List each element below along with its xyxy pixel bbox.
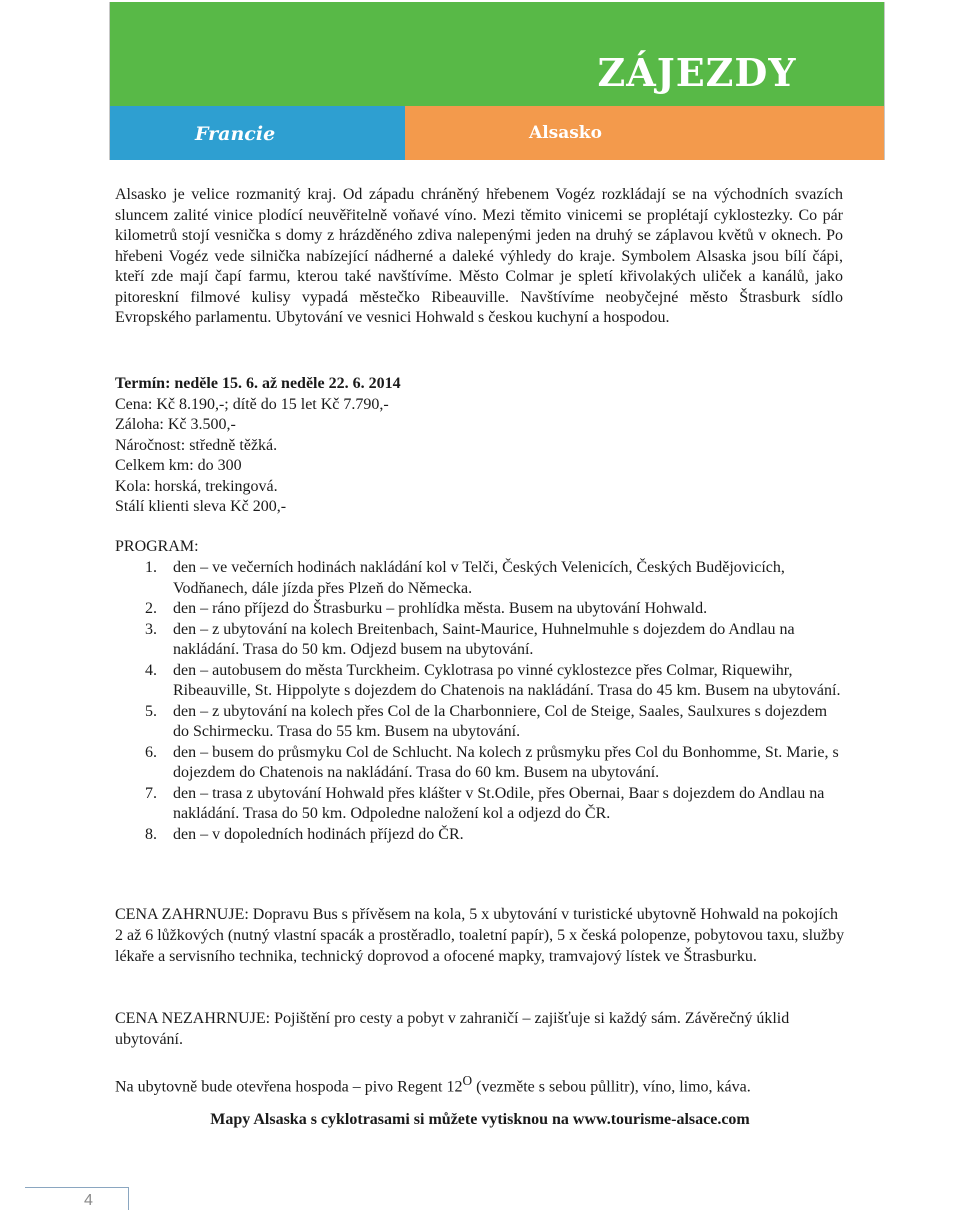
program-item bbox=[115, 558, 843, 599]
program-item-text: den – v dopoledních hodinách příjezd do ČR. bbox=[173, 825, 464, 843]
page-number: 4 bbox=[84, 1192, 93, 1209]
program-item-number: 8. bbox=[145, 825, 157, 843]
trip-distance: Celkem km: do 300 bbox=[115, 457, 242, 474]
program-item-text: den – ráno příjezd do Štrasburku – prohlídka města. Busem na ubytování Hohwald. bbox=[173, 600, 708, 617]
program-item-text: den – busem do průsmyku Col de Schlucht. Na kolech z průsmyku přes Col du Bonhomme, St. Marie, s dojezdem do Chatenois na nakládání. Trasa do 60 km. Busem na ubytování. bbox=[173, 743, 839, 781]
banner-orange-band bbox=[405, 106, 884, 160]
program-item-text: den – autobusem do města Turckheim. Cyklotrasa po vinné cyklostezce přes Colmar, Riquewihr, Ribeauville, St. Hippolyte s dojezdem do Chatenois na nakládání. Trasa do 45 km. Busem na ubytování. bbox=[173, 661, 841, 699]
trip-deposit: Záloha: Kč 3.500,- bbox=[115, 416, 236, 433]
hospoda-note-rest: (vezměte s sebou půllitr), víno, limo, káva. bbox=[472, 1078, 751, 1096]
program-heading: PROGRAM: bbox=[115, 538, 199, 555]
program-item bbox=[115, 702, 843, 743]
maps-note: Mapy Alsaska s cyklotrasami si můžete vytisknou na www.tourisme-alsace.com bbox=[210, 1111, 750, 1128]
program-item-number: 5. bbox=[145, 702, 157, 720]
banner-region-label: Alsasko bbox=[529, 123, 602, 143]
program-list bbox=[115, 558, 843, 845]
hospoda-note-degree: O bbox=[462, 1073, 473, 1088]
program-item bbox=[115, 784, 843, 825]
program-item-text: den – z ubytování na kolech přes Col de la Charbonniere, Col de Steige, Saales, Saulxures s dojezdem do Schirmecku. Trasa do 55 km. Busem na ubytování. bbox=[173, 702, 828, 740]
banner-country-label: Francie bbox=[195, 123, 276, 145]
program-item-number: 7. bbox=[145, 784, 157, 802]
program-item-number: 1. bbox=[145, 559, 157, 576]
hospoda-note bbox=[115, 1070, 845, 1097]
trip-difficulty: Náročnost: středně těžká. bbox=[115, 436, 278, 454]
program-item-number: 6. bbox=[145, 743, 157, 761]
trip-bike: Kola: horská, trekingová. bbox=[115, 477, 278, 495]
program-item-number: 3. bbox=[145, 620, 157, 638]
trip-discount: Stálí klienti sleva Kč 200,- bbox=[115, 498, 287, 515]
program-item bbox=[115, 620, 843, 661]
trip-price: Cena: Kč 8.190,-; dítě do 15 let Kč 7.790,- bbox=[115, 395, 389, 413]
trip-facts bbox=[115, 374, 843, 518]
page-number-box bbox=[25, 1187, 129, 1210]
program-item-number: 4. bbox=[145, 661, 157, 679]
program-item bbox=[115, 661, 843, 702]
price-includes: CENA ZAHRNUJE: Dopravu Bus s přívěsem na kola, 5 x ubytování v turistické ubytovně Hohwald na pokojích 2 až 6 lůžkových (nutný vlastní spacák a prostěradlo, toaletní papír), 5 x česká polopenze, pobytovou taxu, služby lékaře a servisního technika, technický doprovod a ofocené mapky, tramvajový lístek ve Štrasburku. bbox=[115, 906, 845, 965]
hospoda-note-text: Na ubytovně bude otevřena hospoda – pivo Regent 12 bbox=[115, 1078, 463, 1096]
program-item-text: den – trasa z ubytování Hohwald přes klášter v St.Odile, přes Obernai, Baar s dojezdem do Andlau na nakládání. Trasa do 50 km. Odpoledne naložení kol a odjezd do ČR. bbox=[173, 784, 825, 822]
program-item-text: den – z ubytování na kolech Breitenbach, Saint-Maurice, Huhnelmuhle s dojezdem do Andlau na nakládání. Trasa do 50 km. Odjezd busem na ubytování. bbox=[173, 620, 795, 658]
trip-term: Termín: neděle 15. 6. až neděle 22. 6. 2014 bbox=[115, 375, 401, 392]
program-item bbox=[115, 599, 843, 620]
intro-paragraph: Alsasko je velice rozmanitý kraj. Od západu chráněný hřebenem Vogéz rozkládají se na východních svazích sluncem zalité vinice plodící neuvěřitelně voňavé víno. Mezi těmito vinicemi se proplétají cyklostezky. Co pár kilometrů stojí vesnička s domy z hrázděného zdiva nalepenými jeden na druhý se záplavou květů v oknech. Po hřebeni Vogéz vede silnička nabízející nádherné a daleké výhledy do kraje. Symbolem Alsaska jsou bílí čápi, kteří zde mají čapí farmu, kterou také navštívíme. Město Colmar je spletí křivolakých uliček a kanálů, jako pitoreskní filmové kulisy vypadá městečko Ribeauville. Navštívíme neobyčejné město Štrasburk sídlo Evropského parlamentu. Ubytování ve vesnici Hohwald s českou kuchyní a hospodou. bbox=[115, 186, 843, 326]
program-item-number: 2. bbox=[145, 600, 157, 617]
banner-title: ZÁJEZDY bbox=[597, 50, 797, 95]
program-item-text: den – ve večerních hodinách nakládání kol v Telči, Českých Velenicích, Českých Budějovicích, Vodňanech, dále jízda přes Plzeň do Německa. bbox=[173, 559, 785, 597]
program-item bbox=[115, 825, 843, 846]
program-item bbox=[115, 743, 843, 784]
price-excludes: CENA NEZAHRNUJE: Pojištění pro cesty a pobyt v zahraničí – zajišťuje si každý sám. Závěrečný úklid ubytování. bbox=[115, 1010, 790, 1048]
header-banner bbox=[109, 2, 885, 160]
